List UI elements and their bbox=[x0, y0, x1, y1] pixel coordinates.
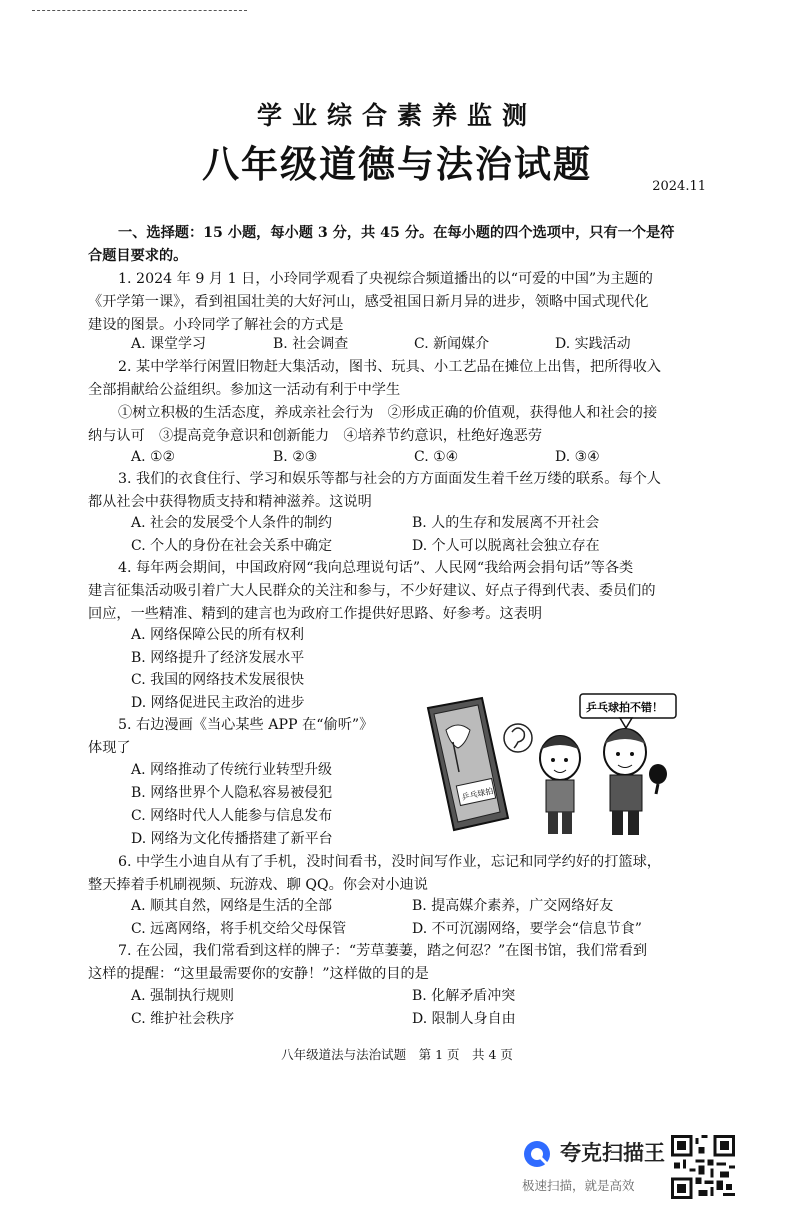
q3-option-b: B. 人的生存和发展离不开社会 bbox=[412, 515, 600, 531]
q2-option-b: B. ②③ bbox=[273, 449, 318, 465]
q2-statements: 纳与认可 ③提高竞争意识和创新能力 ④培养节约意识，杜绝好逸恶劳 bbox=[88, 428, 543, 444]
q1-stem: 建设的图景。小玲同学了解社会的方式是 bbox=[88, 317, 344, 333]
speech-bubble-text: 乒乓球拍不错！ bbox=[586, 701, 663, 714]
q4-option-d: D. 网络促进民主政治的进步 bbox=[131, 695, 305, 711]
q6-option-d: D. 不可沉溺网络，要学会“信息节食” bbox=[412, 921, 642, 937]
q1-option-d: D. 实践活动 bbox=[555, 336, 631, 352]
scan-edge-line bbox=[32, 10, 247, 11]
q7-stem: 7. 在公园，我们常看到这样的牌子：“芳草萋萋，踏之何忍？”在图书馆，我们常看到 bbox=[118, 943, 648, 959]
q1-option-c: C. 新闻媒介 bbox=[414, 336, 490, 352]
scanner-slogan: 极速扫描，就是高效 bbox=[522, 1178, 635, 1193]
exam-title: 八年级道德与法治试题 bbox=[202, 142, 592, 186]
qr-code[interactable] bbox=[671, 1135, 735, 1199]
q4-option-a: A. 网络保障公民的所有权利 bbox=[131, 627, 305, 643]
q4-stem: 回应，一些精准、精到的建言也为政府工作提供好思路、好参考。这表明 bbox=[88, 606, 543, 622]
exam-subtitle: 学业综合素养监测 bbox=[256, 101, 537, 130]
q5-option-a: A. 网络推动了传统行业转型升级 bbox=[131, 762, 333, 778]
q6-option-b: B. 提高媒介素养，广交网络好友 bbox=[412, 898, 614, 914]
page-footer: 八年级道法与法治试题 第 1 页 共 4 页 bbox=[281, 1047, 513, 1062]
q2-statements: ①树立积极的生活态度，养成亲社会行为 ②形成正确的价值观，获得他人和社会的接 bbox=[118, 405, 658, 421]
q4-option-c: C. 我国的网络技术发展很快 bbox=[131, 672, 305, 688]
phone-label: 乒乓球拍 bbox=[460, 786, 495, 802]
q5-stem: 体现了 bbox=[88, 740, 131, 756]
q3-stem: 都从社会中获得物质支持和精神滋养。这说明 bbox=[88, 494, 372, 510]
q1-stem: 1. 2024 年 9 月 1 日，小玲同学观看了央视综合频道播出的以“可爱的中国”为主题的 bbox=[118, 271, 653, 287]
q6-stem: 6. 中学生小迪自从有了手机，没时间看书，没时间写作业，忘记和同学约好的打篮球， bbox=[118, 854, 661, 870]
q7-option-d: D. 限制人身自由 bbox=[412, 1011, 516, 1027]
exam-date: 2024.11 bbox=[652, 179, 706, 194]
q3-option-c: C. 个人的身份在社会关系中确定 bbox=[131, 538, 333, 554]
speech-bubble bbox=[580, 694, 676, 728]
q4-stem: 建言征集活动吸引着广大人民群众的关注和参与，不少好建议、好点子得到代表、委员们的 bbox=[88, 583, 656, 599]
smartphone-illustration bbox=[428, 698, 508, 830]
q2-option-a: A. ①② bbox=[131, 449, 176, 465]
q6-option-a: A. 顺其自然，网络是生活的全部 bbox=[131, 898, 333, 914]
q3-option-d: D. 个人可以脱离社会独立存在 bbox=[412, 538, 600, 554]
q5-stem: 5. 右边漫画《当心某些 APP 在“偷听”》 bbox=[118, 717, 374, 733]
q2-option-d: D. ③④ bbox=[555, 449, 600, 465]
q7-option-a: A. 强制执行规则 bbox=[131, 988, 235, 1004]
q7-option-b: B. 化解矛盾冲突 bbox=[412, 988, 516, 1004]
section-heading: 一、选择题：15 小题，每小题 3 分，共 45 分。在每小题的四个选项中，只有一个是符 bbox=[118, 225, 675, 241]
comic-illustration bbox=[420, 690, 680, 840]
section-heading-cont: 合题目要求的。 bbox=[88, 248, 188, 264]
q6-option-c: C. 远离网络，将手机交给父母保管 bbox=[131, 921, 347, 937]
q1-option-a: A. 课堂学习 bbox=[131, 336, 207, 352]
q6-stem: 整天捧着手机刷视频、玩游戏、聊 QQ。你会对小迪说 bbox=[88, 877, 428, 893]
q4-option-b: B. 网络提升了经济发展水平 bbox=[131, 650, 305, 666]
ping-pong-paddle-icon bbox=[649, 764, 667, 784]
q3-stem: 3. 我们的衣食住行、学习和娱乐等都与社会的方方面面发生着千丝万缕的联系。每个人 bbox=[118, 471, 661, 487]
q3-option-a: A. 社会的发展受个人条件的制约 bbox=[131, 515, 333, 531]
q2-stem: 2. 某中学举行闲置旧物赶大集活动，图书、玩具、小工艺品在摊位上出售，把所得收入 bbox=[118, 359, 661, 375]
quark-logo-icon bbox=[522, 1139, 552, 1169]
boy-character-right bbox=[604, 729, 667, 835]
q1-option-b: B. 社会调查 bbox=[273, 336, 349, 352]
q4-stem: 4. 每年两会期间，中国政府网“我向总理说句话”、人民网“我给两会捐句话”等各类 bbox=[118, 560, 634, 576]
q5-option-d: D. 网络为文化传播搭建了新平台 bbox=[131, 831, 333, 847]
q2-stem: 全部捐献给公益组织。参加这一活动有利于中学生 bbox=[88, 382, 401, 398]
q7-option-c: C. 维护社会秩序 bbox=[131, 1011, 235, 1027]
q5-option-b: B. 网络世界个人隐私容易被侵犯 bbox=[131, 785, 333, 801]
q1-stem: 《开学第一课》，看到祖国壮美的大好河山，感受祖国日新月异的进步，领略中国式现代化 bbox=[88, 294, 649, 310]
q7-stem: 这样的提醒：“这里最需要你的安静！”这样做的目的是 bbox=[88, 966, 429, 982]
q5-option-c: C. 网络时代人人能参与信息发布 bbox=[131, 808, 333, 824]
boy-character-left bbox=[540, 736, 580, 834]
q2-option-c: C. ①④ bbox=[414, 449, 459, 465]
scanner-brand: 夸克扫描王 bbox=[560, 1141, 665, 1165]
